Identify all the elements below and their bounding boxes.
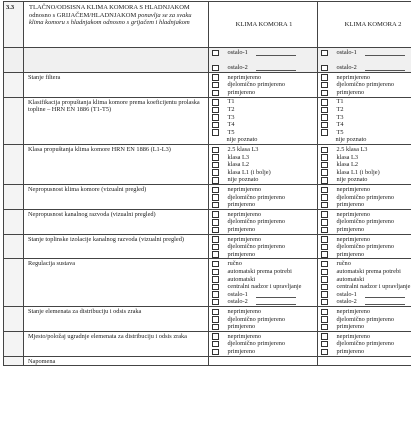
checkbox[interactable] <box>212 299 219 306</box>
checkbox[interactable] <box>321 261 328 268</box>
row-number-cell <box>4 185 24 210</box>
section-row <box>4 356 411 366</box>
option-label: neprimjereno <box>227 210 262 218</box>
checkbox[interactable] <box>321 90 328 97</box>
option-label: djelomično primjereno <box>227 315 286 323</box>
option-line <box>321 276 411 284</box>
option-line <box>321 129 411 137</box>
option-line <box>321 218 411 226</box>
checkbox[interactable] <box>212 324 219 331</box>
option-line <box>321 146 411 154</box>
option-label: klasa L2 <box>336 161 359 169</box>
checkbox[interactable] <box>212 291 219 298</box>
row-number-cell <box>4 145 24 185</box>
row-label: Klasifikacija propuštanja klima komore prema koeficijentu prolaska topline – HRN EN 1886 (T1-T5) <box>24 97 209 145</box>
option-line <box>321 64 411 72</box>
option-line <box>321 283 411 291</box>
row-label: Napomena <box>24 356 209 366</box>
checkbox[interactable] <box>212 276 219 283</box>
checkbox[interactable] <box>212 90 219 97</box>
option-label: klasa L1 (i bolje) <box>336 168 380 176</box>
option-line <box>321 114 411 122</box>
option-line <box>212 161 316 169</box>
section-row <box>4 145 411 185</box>
option-label: neprimjereno <box>227 235 262 243</box>
column-header-2: KLIMA KOMORA 2 <box>318 2 411 48</box>
option-line <box>212 323 316 331</box>
section-row <box>4 307 411 332</box>
option-line <box>321 316 411 324</box>
options-column-2 <box>318 185 411 210</box>
option-label: neprimjereno <box>336 210 371 218</box>
checkbox[interactable] <box>321 251 328 258</box>
empty-slot <box>321 138 326 143</box>
section-row <box>4 185 411 210</box>
fill-in-line[interactable] <box>365 292 405 298</box>
section-number: 3.3 <box>4 2 24 48</box>
section-row <box>4 48 411 73</box>
checkbox[interactable] <box>321 147 328 154</box>
option-label: T5 <box>227 128 235 136</box>
checkbox[interactable] <box>321 219 328 226</box>
option-line <box>321 121 411 129</box>
checkbox[interactable] <box>321 187 328 194</box>
option-label: djelomično primjereno <box>227 193 286 201</box>
options-column-2 <box>318 97 411 145</box>
option-label: ostalo-2 <box>227 298 248 306</box>
option-label: T2 <box>336 106 344 114</box>
option-label: automatski prema potrebi <box>227 267 292 275</box>
option-label: ostalo-2 <box>227 64 248 72</box>
checkbox[interactable] <box>321 162 328 169</box>
option-label: T3 <box>336 113 344 121</box>
row-label: Stanje elemenata za distribuciju i odsis zraka <box>24 307 209 332</box>
options-column-2 <box>318 234 411 259</box>
checkbox[interactable] <box>212 236 219 243</box>
option-line <box>321 49 411 57</box>
option-line <box>321 323 411 331</box>
options-column-2 <box>318 48 411 73</box>
options-column-1 <box>209 234 318 259</box>
option-label: neprimjereno <box>227 332 262 340</box>
option-line <box>321 291 411 299</box>
option-line <box>212 89 316 97</box>
checkbox[interactable] <box>321 154 328 161</box>
checkbox[interactable] <box>212 261 219 268</box>
section-title <box>24 2 209 48</box>
checkbox[interactable] <box>212 211 219 218</box>
row-number-cell <box>4 234 24 259</box>
option-label: primjereno <box>336 250 365 258</box>
row-label: Stanje toplinske izolacije kanalnog razvoda (vizualni pregled) <box>24 234 209 259</box>
empty-slot <box>212 58 217 63</box>
option-line <box>321 57 411 65</box>
option-line <box>321 154 411 162</box>
checkbox[interactable] <box>212 169 219 176</box>
row-label: Nepropusnost klima komore (vizualni pregled) <box>24 185 209 210</box>
option-line <box>321 243 411 251</box>
options-column-2 <box>318 72 411 97</box>
option-line <box>212 64 316 72</box>
option-line <box>212 121 316 129</box>
option-line <box>212 236 316 244</box>
option-line <box>212 226 316 234</box>
options-column-2 <box>318 307 411 332</box>
row-number-cell <box>4 72 24 97</box>
option-label: primjereno <box>227 347 256 355</box>
option-line <box>321 186 411 194</box>
section-row <box>4 331 411 356</box>
options-column-1 <box>209 356 318 366</box>
option-label: djelomično primjereno <box>336 243 395 251</box>
option-line <box>321 348 411 356</box>
option-line <box>321 74 411 82</box>
row-number-cell <box>4 209 24 234</box>
checkbox[interactable] <box>321 291 328 298</box>
row-label: Regulacija sustava <box>24 259 209 307</box>
option-label: primjereno <box>336 323 365 331</box>
column-header-1: KLIMA KOMORA 1 <box>209 2 318 48</box>
row-label: Nepropusnost kanalnog razvoda (vizualni pregled) <box>24 209 209 234</box>
option-line <box>212 348 316 356</box>
checkbox[interactable] <box>321 129 328 136</box>
option-line <box>212 99 316 107</box>
options-column-1 <box>209 307 318 332</box>
option-label: 2.5 klasa L3 <box>227 146 259 154</box>
inspection-table <box>3 1 411 366</box>
option-label: primjereno <box>227 88 256 96</box>
section-row <box>4 209 411 234</box>
option-line <box>212 129 316 137</box>
checkbox[interactable] <box>321 74 328 81</box>
checkbox[interactable] <box>212 219 219 226</box>
option-label: primjereno <box>336 225 365 233</box>
checkbox[interactable] <box>212 333 219 340</box>
options-column-2 <box>318 356 411 366</box>
option-line <box>212 316 316 324</box>
option-line <box>212 283 316 291</box>
options-column-1 <box>209 145 318 185</box>
option-line <box>321 236 411 244</box>
option-label: primjereno <box>227 201 256 209</box>
checkbox[interactable] <box>321 333 328 340</box>
options-column-2 <box>318 259 411 307</box>
option-line <box>212 243 316 251</box>
option-label: djelomično primjereno <box>336 81 395 89</box>
option-line <box>212 74 316 82</box>
checkbox[interactable] <box>212 316 219 323</box>
checkbox[interactable] <box>212 114 219 121</box>
option-label: djelomično primjereno <box>227 243 286 251</box>
option-line <box>212 169 316 177</box>
option-label: T2 <box>227 106 235 114</box>
section-row <box>4 234 411 259</box>
checkbox[interactable] <box>212 129 219 136</box>
checkbox[interactable] <box>212 244 219 251</box>
option-line <box>321 169 411 177</box>
row-label: Stanje filtera <box>24 72 209 97</box>
checkbox[interactable] <box>212 187 219 194</box>
option-line <box>212 260 316 268</box>
checkbox[interactable] <box>321 244 328 251</box>
checkbox[interactable] <box>321 211 328 218</box>
option-label: T1 <box>336 98 344 106</box>
checkbox[interactable] <box>321 316 328 323</box>
checkbox[interactable] <box>212 107 219 114</box>
checkbox[interactable] <box>212 309 219 316</box>
option-label: automatski <box>227 275 256 283</box>
checkbox[interactable] <box>212 194 219 201</box>
option-label: T1 <box>227 98 235 106</box>
option-line <box>212 268 316 276</box>
row-number-cell <box>4 97 24 145</box>
options-column-1 <box>209 209 318 234</box>
option-line <box>212 57 316 65</box>
option-label: neprimjereno <box>336 73 371 81</box>
option-label: ostalo-1 <box>336 48 357 56</box>
option-label: primjereno <box>336 88 365 96</box>
option-label: T3 <box>227 113 235 121</box>
option-line <box>321 340 411 348</box>
option-line <box>321 226 411 234</box>
option-label: centralni nadzor i upravljanje <box>227 283 302 291</box>
option-label: primjereno <box>227 250 256 258</box>
checkbox[interactable] <box>212 99 219 106</box>
option-line <box>321 260 411 268</box>
options-column-1 <box>209 185 318 210</box>
option-line <box>321 106 411 114</box>
checkbox[interactable] <box>212 341 219 348</box>
option-label: T4 <box>336 121 344 129</box>
option-label: ostalo-2 <box>336 298 357 306</box>
option-line <box>212 81 316 89</box>
option-line <box>321 298 411 306</box>
option-label: klasa L1 (i bolje) <box>227 168 271 176</box>
option-line <box>212 114 316 122</box>
checkbox[interactable] <box>321 341 328 348</box>
option-label: neprimjereno <box>336 186 371 193</box>
option-line <box>212 291 316 299</box>
option-line <box>321 177 411 185</box>
row-number-cell <box>4 331 24 356</box>
option-line <box>212 154 316 162</box>
option-label: djelomično primjereno <box>336 340 395 348</box>
options-column-1 <box>209 259 318 307</box>
option-label: primjereno <box>227 323 256 331</box>
option-line <box>321 333 411 341</box>
checkbox[interactable] <box>212 227 219 234</box>
option-label: automatski <box>336 275 365 283</box>
checkbox[interactable] <box>321 299 328 306</box>
checkbox[interactable] <box>321 202 328 209</box>
option-label: djelomično primjereno <box>227 340 286 348</box>
title-rest: odnosno s GRIJAČEM/HLADNJAKOM <box>29 11 138 19</box>
options-column-1 <box>209 48 318 73</box>
checkbox[interactable] <box>321 122 328 129</box>
checkbox[interactable] <box>321 284 328 291</box>
checkbox[interactable] <box>212 251 219 258</box>
option-label: neprimjereno <box>227 73 262 81</box>
option-label: nije poznato <box>335 136 367 144</box>
section-row <box>4 259 411 307</box>
option-line <box>321 81 411 89</box>
options-column-1 <box>209 331 318 356</box>
checkbox[interactable] <box>212 349 219 356</box>
checkbox[interactable] <box>321 169 328 176</box>
option-label: djelomično primjereno <box>336 193 395 201</box>
option-label: ručno <box>227 260 242 268</box>
row-number-cell <box>4 307 24 332</box>
fill-in-line[interactable] <box>365 50 405 56</box>
checkbox[interactable] <box>321 349 328 356</box>
options-column-2 <box>318 145 411 185</box>
row-number-cell <box>4 356 24 366</box>
options-column-2 <box>318 331 411 356</box>
option-label: ostalo-1 <box>227 290 248 298</box>
option-label: neprimjereno <box>227 307 262 315</box>
checkbox[interactable] <box>212 177 219 184</box>
option-label: 2.5 klasa L3 <box>336 146 368 154</box>
checkbox[interactable] <box>212 202 219 209</box>
option-line <box>321 268 411 276</box>
option-line <box>321 251 411 259</box>
option-label: primjereno <box>336 347 365 355</box>
section-row <box>4 97 411 145</box>
option-line <box>321 161 411 169</box>
option-label: neprimjereno <box>227 186 262 193</box>
empty-slot <box>321 58 326 63</box>
option-label: djelomično primjereno <box>227 218 286 226</box>
checkbox[interactable] <box>212 154 219 161</box>
option-line <box>212 201 316 209</box>
option-label: nije poznato <box>336 176 368 184</box>
option-line <box>321 201 411 209</box>
row-number-cell <box>4 259 24 307</box>
fill-in-line[interactable] <box>365 299 405 305</box>
option-label: klasa L3 <box>336 153 359 161</box>
checkbox[interactable] <box>212 50 219 57</box>
row-label: Mjesto/položaj ugradnje elemenata za distribuciju i odsis zraka <box>24 331 209 356</box>
options-column-1 <box>209 72 318 97</box>
option-label: ostalo-2 <box>336 64 357 72</box>
checkbox[interactable] <box>321 50 328 57</box>
option-label: ručno <box>336 260 351 268</box>
fill-in-line[interactable] <box>256 50 296 56</box>
option-line <box>321 137 411 145</box>
options-column-1 <box>209 97 318 145</box>
checkbox[interactable] <box>212 65 219 72</box>
checkbox[interactable] <box>321 324 328 331</box>
checkbox[interactable] <box>212 82 219 89</box>
checkbox[interactable] <box>321 99 328 106</box>
option-line <box>212 218 316 226</box>
checkbox[interactable] <box>321 236 328 243</box>
checkbox[interactable] <box>321 276 328 283</box>
option-line <box>321 89 411 97</box>
section-row <box>4 72 411 97</box>
option-label: klasa L2 <box>227 161 250 169</box>
checkbox[interactable] <box>321 107 328 114</box>
option-label: T5 <box>336 128 344 136</box>
checkbox[interactable] <box>321 227 328 234</box>
option-label: djelomično primjereno <box>227 81 286 89</box>
fill-in-line[interactable] <box>256 65 296 71</box>
option-label: primjereno <box>336 201 365 209</box>
option-line <box>212 251 316 259</box>
option-label: primjereno <box>227 225 256 233</box>
option-line <box>212 186 316 194</box>
checkbox[interactable] <box>321 114 328 121</box>
option-label: T4 <box>227 121 235 129</box>
option-line <box>212 146 316 154</box>
checkbox[interactable] <box>212 269 219 276</box>
option-label: nije poznato <box>227 176 259 184</box>
option-line <box>321 99 411 107</box>
option-label: ostalo-1 <box>227 48 248 56</box>
option-label: djelomično primjereno <box>336 218 395 226</box>
empty-slot <box>212 138 217 143</box>
checkbox[interactable] <box>212 147 219 154</box>
row-number-cell <box>4 48 24 73</box>
option-line <box>212 333 316 341</box>
checkbox[interactable] <box>321 82 328 89</box>
row-label: Klasa propuštanja klima komore HRN EN 1886 (L1-L3) <box>24 145 209 185</box>
option-line <box>321 194 411 202</box>
fill-in-line[interactable] <box>256 292 296 298</box>
option-line <box>212 49 316 57</box>
option-line <box>321 211 411 219</box>
option-line <box>212 211 316 219</box>
option-label: neprimjereno <box>336 332 371 340</box>
option-label: neprimjereno <box>336 307 371 315</box>
header-row <box>4 2 411 48</box>
option-line <box>212 308 316 316</box>
option-label: centralni nadzor i upravljanje <box>336 283 411 291</box>
option-line <box>212 106 316 114</box>
fill-in-line[interactable] <box>256 299 296 305</box>
option-line <box>212 298 316 306</box>
row-label <box>24 48 209 73</box>
checkbox[interactable] <box>212 284 219 291</box>
checkbox[interactable] <box>212 74 219 81</box>
option-label: djelomično primjereno <box>336 315 395 323</box>
checkbox[interactable] <box>212 122 219 129</box>
option-label: klasa L3 <box>227 153 250 161</box>
option-line <box>212 177 316 185</box>
checkbox[interactable] <box>321 65 328 72</box>
checkbox[interactable] <box>321 269 328 276</box>
option-line <box>212 340 316 348</box>
title-italic: ponavlja se za svaku klima komoru s hladnjakom odnosno s grijačem i hladnjakom <box>29 11 192 27</box>
checkbox[interactable] <box>321 177 328 184</box>
option-label: neprimjereno <box>336 235 371 243</box>
option-label: ostalo-1 <box>336 290 357 298</box>
checkbox[interactable] <box>321 194 328 201</box>
title-bold: TLAČNO/ODSISNA KLIMA KOMORA S HLADNJAKOM <box>29 4 190 11</box>
option-line <box>212 276 316 284</box>
option-line <box>212 137 316 145</box>
option-label: nije poznato <box>226 136 258 144</box>
option-line <box>321 308 411 316</box>
options-column-2 <box>318 209 411 234</box>
option-line <box>212 194 316 202</box>
checkbox[interactable] <box>212 162 219 169</box>
option-label: automatski prema potrebi <box>336 267 401 275</box>
fill-in-line[interactable] <box>365 65 405 71</box>
checkbox[interactable] <box>321 309 328 316</box>
